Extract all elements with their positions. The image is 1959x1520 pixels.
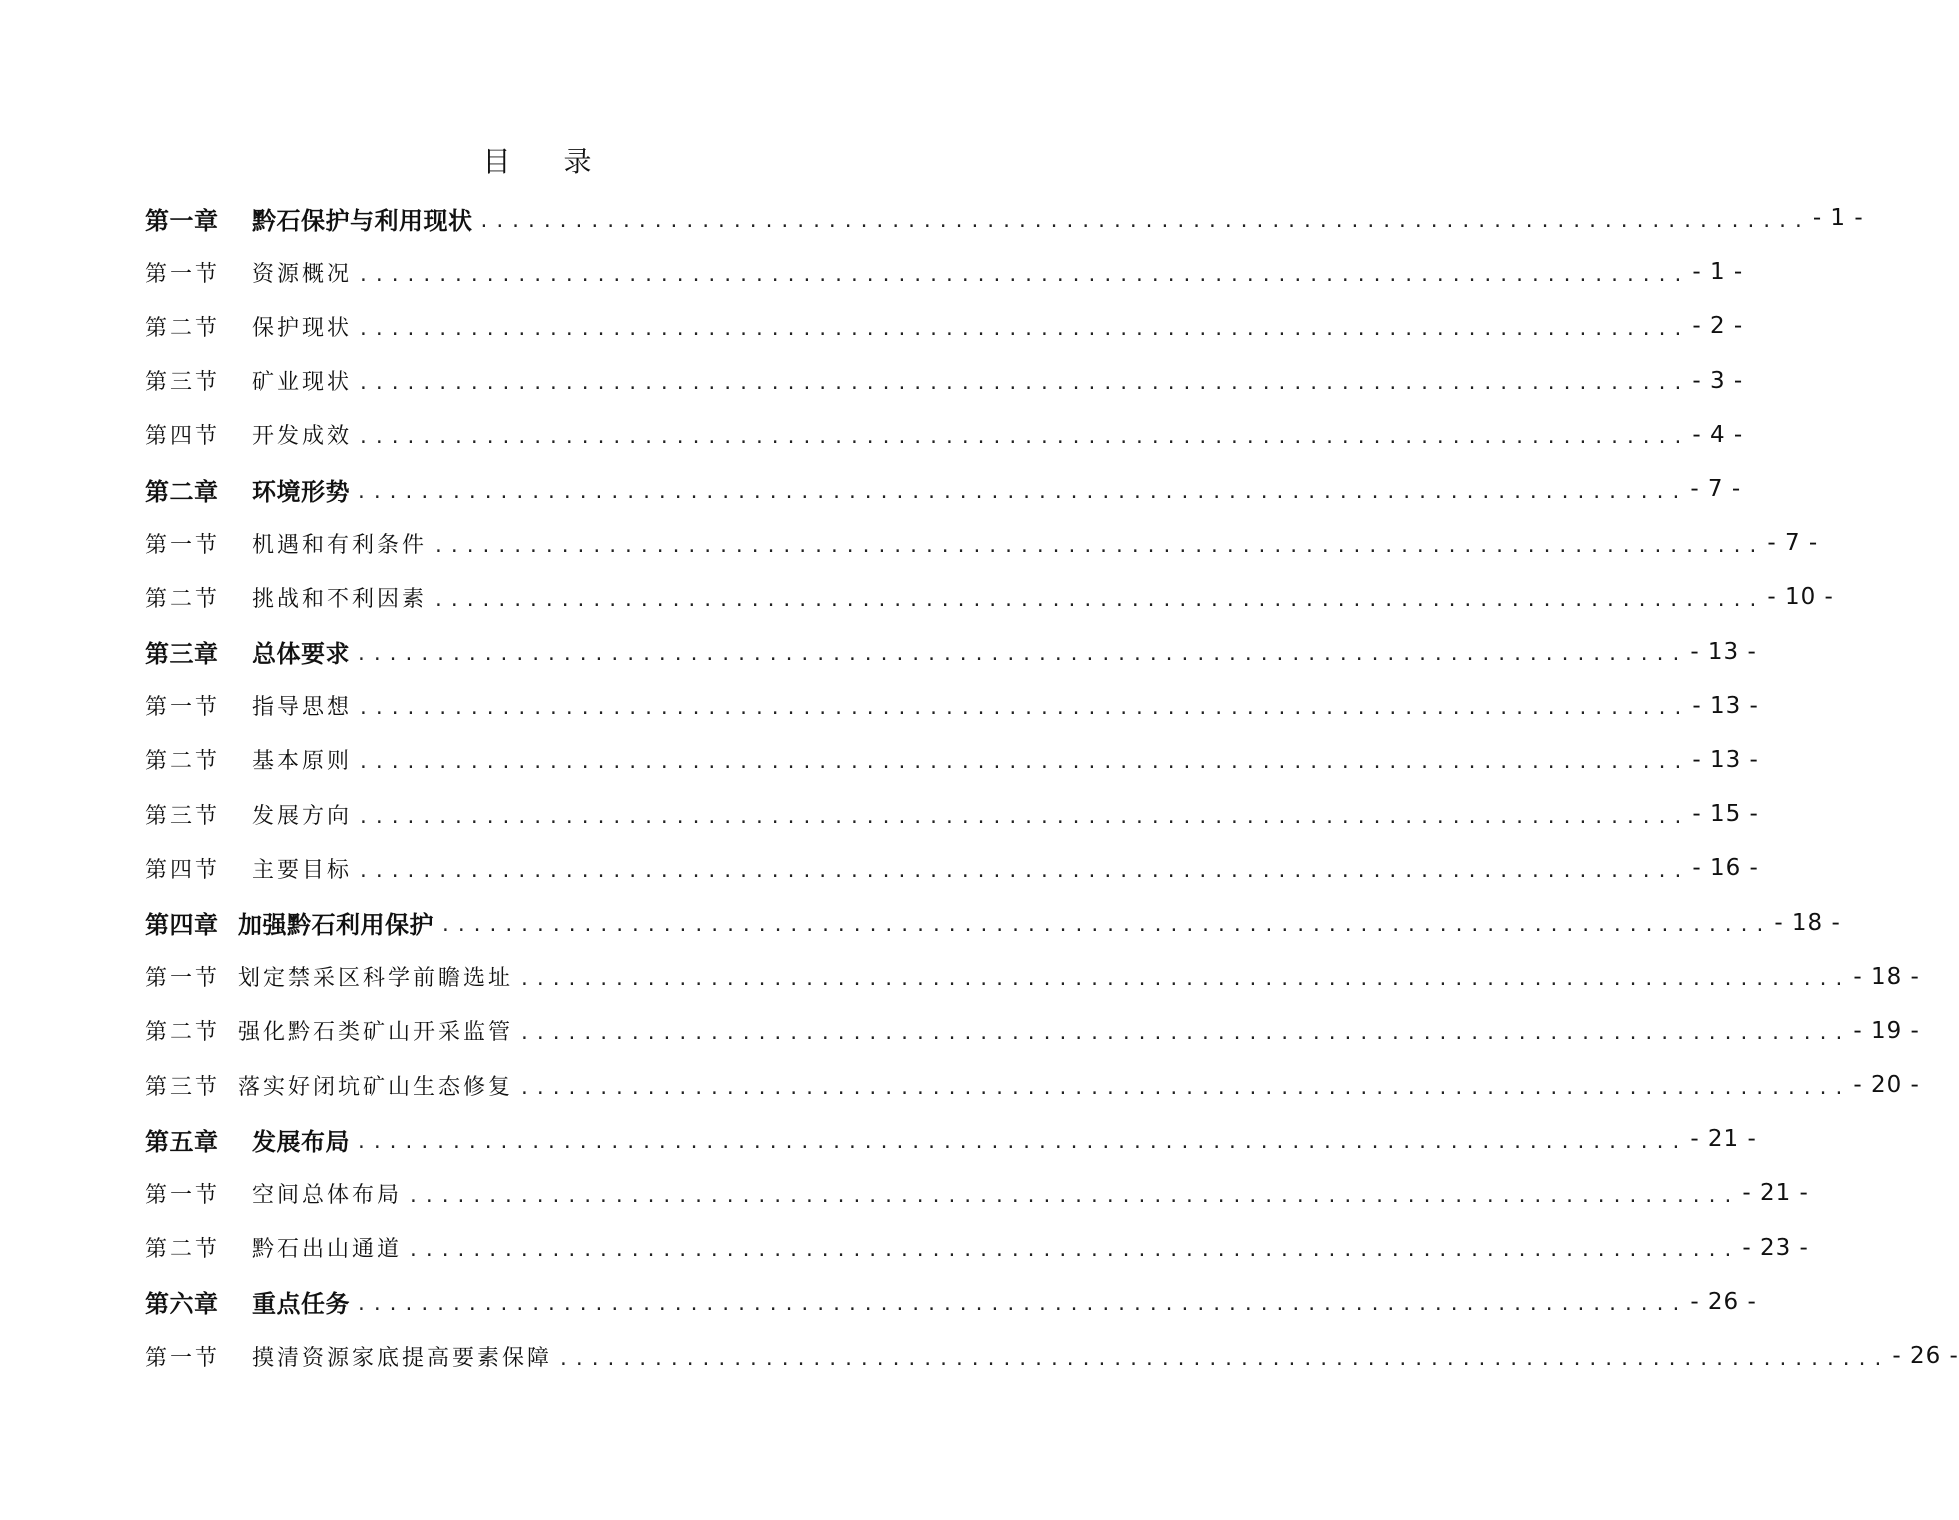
toc-entry-label: 第一节: [145, 1182, 221, 1208]
toc-entry-label: 第四章: [145, 911, 219, 940]
toc-dot-leader: ....................................................................................: [358, 373, 1689, 395]
toc-dot-leader: ....................................................................................: [519, 1023, 1850, 1045]
toc-dot-leader: ....................................................................................: [478, 210, 1809, 232]
toc-entry-title: 发展方向: [252, 803, 353, 829]
toc-dot-leader: ....................................................................................: [358, 698, 1689, 720]
toc-entry-title: 保护现状: [252, 315, 353, 341]
toc-entry-title: 矿业现状: [252, 370, 353, 396]
toc-dot-leader: ....................................................................................: [356, 644, 1687, 666]
toc-entry-label: 第一节: [145, 1345, 221, 1371]
toc-entry-label: 第一节: [145, 261, 221, 287]
toc-dot-leader: ....................................................................................: [408, 1185, 1739, 1207]
toc-chapter-entry[interactable]: [145, 462, 1742, 516]
toc-entry-label: 第一节: [145, 695, 221, 721]
toc-entry-title: 环境形势: [252, 477, 350, 506]
toc-page-number: - 7 -: [1690, 476, 1742, 503]
toc-section-entry[interactable]: [145, 408, 1744, 462]
toc-dot-leader: ....................................................................................: [358, 427, 1689, 449]
toc-section-entry[interactable]: [145, 950, 1920, 1004]
toc-entry-label: 第三章: [145, 640, 219, 669]
toc-entry-title: 加强黔石利用保护: [238, 911, 434, 940]
toc-entry-title: 强化黔石类矿山开采监管: [238, 1020, 514, 1046]
toc-page-number: - 26 -: [1690, 1288, 1757, 1315]
toc-page-number: - 18 -: [1774, 909, 1841, 936]
toc-page-number: - 16 -: [1692, 855, 1759, 882]
toc-chapter-entry[interactable]: [145, 191, 1864, 245]
toc-section-entry[interactable]: [145, 787, 1759, 841]
toc-entry-label: 第一章: [145, 206, 219, 235]
toc-entry-label: 第二节: [145, 586, 221, 612]
toc-section-entry[interactable]: [145, 841, 1759, 895]
toc-dot-leader: ....................................................................................: [358, 318, 1689, 340]
toc-section-entry[interactable]: [145, 354, 1744, 408]
toc-entry-title: 主要目标: [252, 857, 353, 883]
toc-page-number: - 1 -: [1812, 205, 1864, 232]
toc-dot-leader: ....................................................................................: [356, 1294, 1687, 1316]
toc-chapter-entry[interactable]: [145, 1275, 1757, 1329]
toc-page-number: - 21 -: [1742, 1180, 1809, 1207]
toc-page-number: - 13 -: [1692, 692, 1759, 719]
toc-entry-title: 空间总体布局: [252, 1182, 403, 1208]
toc-entry-label: 第二章: [145, 477, 219, 506]
toc-entry-label: 第六章: [145, 1290, 219, 1319]
toc-list: [145, 191, 1959, 1383]
toc-chapter-entry[interactable]: [145, 625, 1757, 679]
toc-page-number: - 13 -: [1690, 638, 1757, 665]
toc-entry-title: 黔石保护与利用现状: [252, 206, 473, 235]
toc-page-number: - 13 -: [1692, 746, 1759, 773]
toc-page-number: - 7 -: [1767, 530, 1819, 557]
toc-entry-title: 开发成效: [252, 424, 353, 450]
toc-page-number: - 26 -: [1892, 1343, 1959, 1370]
toc-dot-leader: ....................................................................................: [558, 1348, 1889, 1370]
toc-entry-label: 第一节: [145, 966, 221, 992]
toc-section-entry[interactable]: [145, 1221, 1809, 1275]
toc-section-entry[interactable]: [145, 733, 1759, 787]
toc-dot-leader: ....................................................................................: [358, 860, 1689, 882]
toc-section-entry[interactable]: [145, 516, 1819, 570]
toc-page-number: - 15 -: [1692, 801, 1759, 828]
toc-section-entry[interactable]: [145, 1004, 1920, 1058]
toc-dot-leader: ....................................................................................: [356, 1131, 1687, 1153]
toc-page-number: - 2 -: [1692, 313, 1744, 340]
toc-entry-title: 总体要求: [252, 640, 350, 669]
toc-entry-label: 第四节: [145, 424, 221, 450]
toc-entry-title: 黔石出山通道: [252, 1237, 403, 1263]
toc-entry-label: 第三节: [145, 1074, 221, 1100]
toc-entry-title: 指导思想: [252, 695, 353, 721]
toc-entry-label: 第二节: [145, 749, 221, 775]
toc-dot-leader: ....................................................................................: [358, 264, 1689, 286]
toc-entry-label: 第五章: [145, 1127, 219, 1156]
toc-entry-label: 第二节: [145, 315, 221, 341]
toc-chapter-entry[interactable]: [145, 895, 1841, 949]
toc-entry-title: 重点任务: [252, 1290, 350, 1319]
toc-page-number: - 18 -: [1853, 963, 1920, 990]
toc-section-entry[interactable]: [145, 679, 1759, 733]
toc-page-number: - 3 -: [1692, 367, 1744, 394]
toc-entry-label: 第四节: [145, 857, 221, 883]
toc-section-entry[interactable]: [145, 1166, 1809, 1220]
toc-section-entry[interactable]: [145, 1329, 1959, 1383]
toc-entry-title: 摸清资源家底提高要素保障: [252, 1345, 553, 1371]
toc-page-number: - 1 -: [1692, 259, 1744, 286]
toc-page-number: - 19 -: [1853, 1017, 1920, 1044]
toc-entry-label: 第三节: [145, 803, 221, 829]
toc-section-entry[interactable]: [145, 245, 1744, 299]
toc-entry-label: 第三节: [145, 370, 221, 396]
toc-dot-leader: ....................................................................................: [408, 1240, 1739, 1262]
toc-page-number: - 4 -: [1692, 421, 1744, 448]
toc-dot-leader: ....................................................................................: [519, 969, 1850, 991]
toc-entry-title: 基本原则: [252, 749, 353, 775]
toc-dot-leader: ....................................................................................: [356, 481, 1687, 503]
toc-dot-leader: ....................................................................................: [433, 535, 1764, 557]
toc-dot-leader: ....................................................................................: [519, 1077, 1850, 1099]
toc-section-entry[interactable]: [145, 570, 1834, 624]
toc-title: 目 录: [482, 145, 614, 178]
toc-page-number: - 20 -: [1853, 1072, 1920, 1099]
toc-dot-leader: ....................................................................................: [358, 806, 1689, 828]
toc-entry-title: 发展布局: [252, 1127, 350, 1156]
toc-dot-leader: ....................................................................................: [433, 589, 1764, 611]
toc-entry-label: 第二节: [145, 1237, 221, 1263]
toc-page-number: - 23 -: [1742, 1234, 1809, 1261]
toc-section-entry[interactable]: [145, 299, 1744, 353]
toc-dot-leader: ....................................................................................: [358, 752, 1689, 774]
toc-page-number: - 10 -: [1767, 584, 1834, 611]
toc-chapter-entry[interactable]: [145, 1112, 1757, 1166]
toc-entry-title: 机遇和有利条件: [252, 532, 428, 558]
toc-entry-title: 落实好闭坑矿山生态修复: [238, 1074, 514, 1100]
toc-entry-label: 第二节: [145, 1020, 221, 1046]
toc-dot-leader: ....................................................................................: [440, 915, 1771, 937]
toc-entry-label: 第一节: [145, 532, 221, 558]
toc-section-entry[interactable]: [145, 1058, 1920, 1112]
toc-page-number: - 21 -: [1690, 1126, 1757, 1153]
toc-entry-title: 划定禁采区科学前瞻选址: [238, 966, 514, 992]
toc-entry-title: 资源概况: [252, 261, 353, 287]
toc-entry-title: 挑战和不利因素: [252, 586, 428, 612]
